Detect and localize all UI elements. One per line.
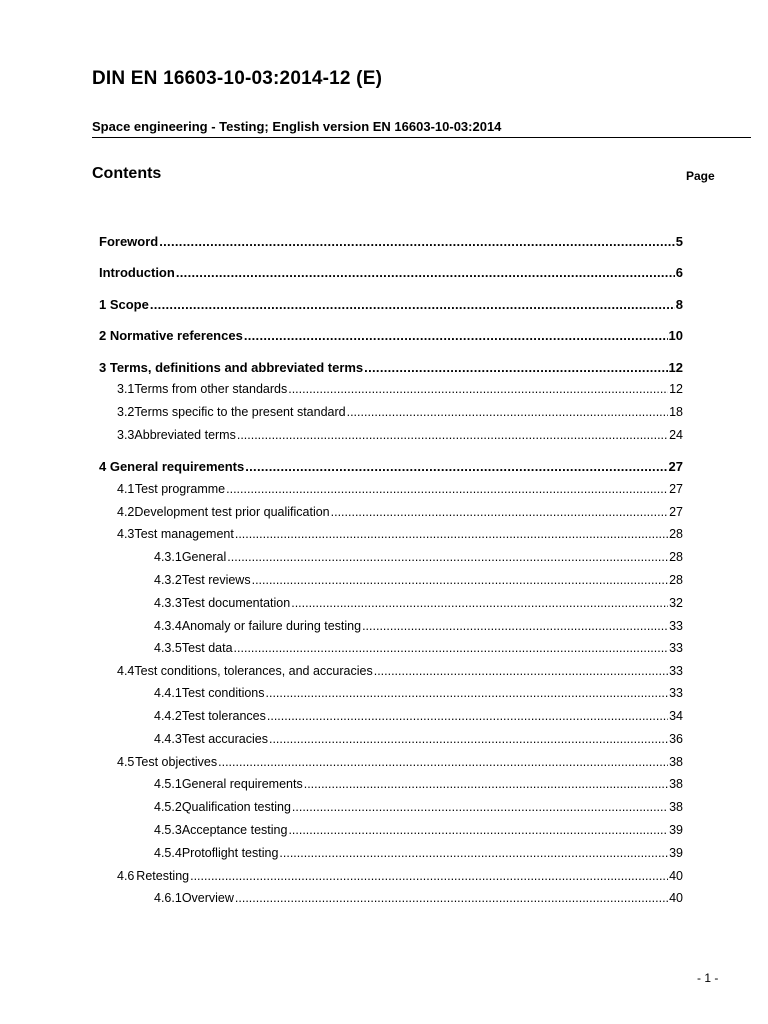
toc-entry-page: 39 [669,823,683,837]
toc-entry-page: 6 [675,265,683,280]
toc-leader-dots [266,686,669,700]
toc-leader-dots [279,846,668,860]
toc-entry-label: Development test prior qualification [134,505,330,519]
toc-entry[interactable] [154,732,683,746]
toc-entry[interactable] [154,846,683,860]
toc-entry-page: 28 [669,573,683,587]
toc-entry-number: 4.4.1 [154,686,182,700]
toc-entry-page: 10 [668,328,683,343]
toc-entry[interactable] [99,328,683,343]
toc-leader-dots [267,709,668,723]
toc-leader-dots [347,405,668,419]
toc-leader-dots [291,596,668,610]
toc-entry-number: 4.3.3 [154,596,182,610]
toc-entry-number: 4.3.1 [154,550,182,564]
toc-entry[interactable] [154,641,683,655]
document-subtitle: Space engineering - Testing; English version EN 16603-10-03:2014 [92,119,502,134]
toc-leader-dots [237,428,668,442]
toc-entry-page: 33 [669,641,683,655]
toc-entry[interactable] [154,686,683,700]
toc-entry[interactable] [99,459,683,474]
toc-entry-page: 38 [669,800,683,814]
toc-entry-page: 28 [669,527,683,541]
toc-entry-number: 4.5.2 [154,800,182,814]
toc-entry[interactable] [154,709,683,723]
toc-leader-dots [159,234,675,249]
toc-entry-number: 3.3 [117,428,135,442]
toc-leader-dots [288,823,668,837]
toc-entry-page: 27 [669,482,683,496]
toc-entry[interactable] [154,550,683,564]
toc-entry-label: Test reviews [181,573,251,587]
toc-entry-number: 4.5.4 [154,846,182,860]
toc-entry[interactable] [117,482,683,496]
toc-entry-page: 18 [669,405,683,419]
toc-leader-dots [374,664,668,678]
toc-entry-number: 3.1 [117,382,135,396]
toc-entry-label: Retesting [136,869,190,883]
toc-entry[interactable] [99,234,683,249]
toc-entry-page: 34 [669,709,683,723]
toc-entry-page: 36 [669,732,683,746]
toc-leader-dots [362,619,668,633]
toc-entry-label: 2 Normative references [99,328,243,343]
header-divider [92,137,751,138]
toc-entry-page: 28 [669,550,683,564]
toc-entry-page: 33 [669,619,683,633]
toc-leader-dots [227,550,668,564]
toc-entry-number: 4.3.2 [154,573,182,587]
toc-leader-dots [252,573,669,587]
toc-entry-label: Acceptance testing [181,823,288,837]
toc-entry-label: Test data [181,641,233,655]
toc-entry[interactable] [154,800,683,814]
toc-entry-label: Terms specific to the present standard [134,405,346,419]
toc-entry-number: 4.5 [117,755,135,769]
toc-entry-page: 38 [669,777,683,791]
toc-entry-label: Protoflight testing [181,846,279,860]
toc-entry-label: Test objectives [135,755,218,769]
toc-entry-label: Test management [134,527,234,541]
toc-entry-number: 4.6.1 [154,891,182,905]
toc-entry-number: 4.3.5 [154,641,182,655]
toc-entry-number: 4.5.3 [154,823,182,837]
toc-entry[interactable] [154,891,683,905]
toc-leader-dots [218,755,668,769]
toc-entry-label: 1 Scope [99,297,149,312]
page-number: - 1 - [697,971,719,985]
toc-leader-dots [364,360,667,375]
toc-entry[interactable] [154,619,683,633]
toc-entry[interactable] [117,505,683,519]
toc-entry[interactable] [154,596,683,610]
toc-entry-label: Introduction [99,265,175,280]
toc-leader-dots [288,382,668,396]
toc-entry-page: 5 [675,234,683,249]
toc-entry-label: Test documentation [181,596,291,610]
toc-entry-label: Abbreviated terms [134,428,236,442]
toc-leader-dots [304,777,668,791]
toc-entry-label: Terms from other standards [134,382,288,396]
toc-entry-page: 27 [668,459,683,474]
toc-entry-label: Test conditions [181,686,265,700]
toc-entry-label: Test accuracies [181,732,268,746]
toc-entry[interactable] [117,755,683,769]
toc-leader-dots [235,527,668,541]
toc-entry-page: 40 [669,869,683,883]
toc-leader-dots [244,328,668,343]
toc-entry[interactable] [117,382,683,396]
toc-entry-label: Anomaly or failure during testing [181,619,362,633]
toc-leader-dots [269,732,668,746]
toc-entry-label: 3 Terms, definitions and abbreviated terms [99,360,364,375]
contents-heading: Contents [92,165,162,182]
toc-entry-label: General [181,550,227,564]
page-column-label: Page [686,169,715,183]
toc-entry-number: 4.4.2 [154,709,182,723]
toc-entry[interactable] [99,297,683,312]
toc-entry-number: 4.3.4 [154,619,182,633]
toc-entry-number: 4.6 [117,869,135,883]
toc-leader-dots [245,459,667,474]
toc-entry[interactable] [99,265,683,280]
toc-entry[interactable] [117,869,683,883]
toc-leader-dots [331,505,668,519]
toc-entry[interactable] [154,777,683,791]
toc-entry-page: 12 [669,382,683,396]
toc-entry-label: Test tolerances [181,709,266,723]
toc-entry-number: 4.5.1 [154,777,182,791]
toc-entry[interactable] [99,360,683,375]
toc-leader-dots [150,297,675,312]
toc-entry-page: 8 [675,297,683,312]
toc-entry-label: 4 General requirements [99,459,245,474]
toc-entry-page: 33 [669,664,683,678]
toc-entry-number: 4.3 [117,527,135,541]
toc-entry-number: 4.2 [117,505,135,519]
toc-entry[interactable] [117,405,683,419]
toc-leader-dots [292,800,668,814]
toc-entry[interactable] [117,664,683,678]
toc-leader-dots [234,641,669,655]
toc-entry-page: 38 [669,755,683,769]
toc-entry-page: 33 [669,686,683,700]
toc-entry-number: 4.4 [117,664,135,678]
toc-entry-page: 39 [669,846,683,860]
toc-entry-page: 40 [669,891,683,905]
toc-leader-dots [176,265,675,280]
toc-entry-page: 27 [669,505,683,519]
toc-entry-number: 3.2 [117,405,135,419]
toc-entry[interactable] [117,527,683,541]
toc-entry-page: 12 [668,360,683,375]
toc-entry-label: Qualification testing [181,800,291,814]
toc-entry[interactable] [154,573,683,587]
toc-leader-dots [226,482,668,496]
document-title: DIN EN 16603-10-03:2014-12 (E) [92,68,383,89]
toc-leader-dots [235,891,668,905]
toc-leader-dots [190,869,668,883]
toc-entry-number: 4.1 [117,482,135,496]
toc-entry-label: Test programme [134,482,226,496]
toc-entry-number: 4.4.3 [154,732,182,746]
toc-entry[interactable] [154,823,683,837]
toc-entry[interactable] [117,428,683,442]
toc-entry-label: General requirements [181,777,303,791]
toc-entry-page: 32 [669,596,683,610]
toc-entry-label: Overview [181,891,234,905]
toc-entry-label: Foreword [99,234,159,249]
toc-entry-label: Test conditions, tolerances, and accuracies [134,664,373,678]
toc-entry-page: 24 [669,428,683,442]
